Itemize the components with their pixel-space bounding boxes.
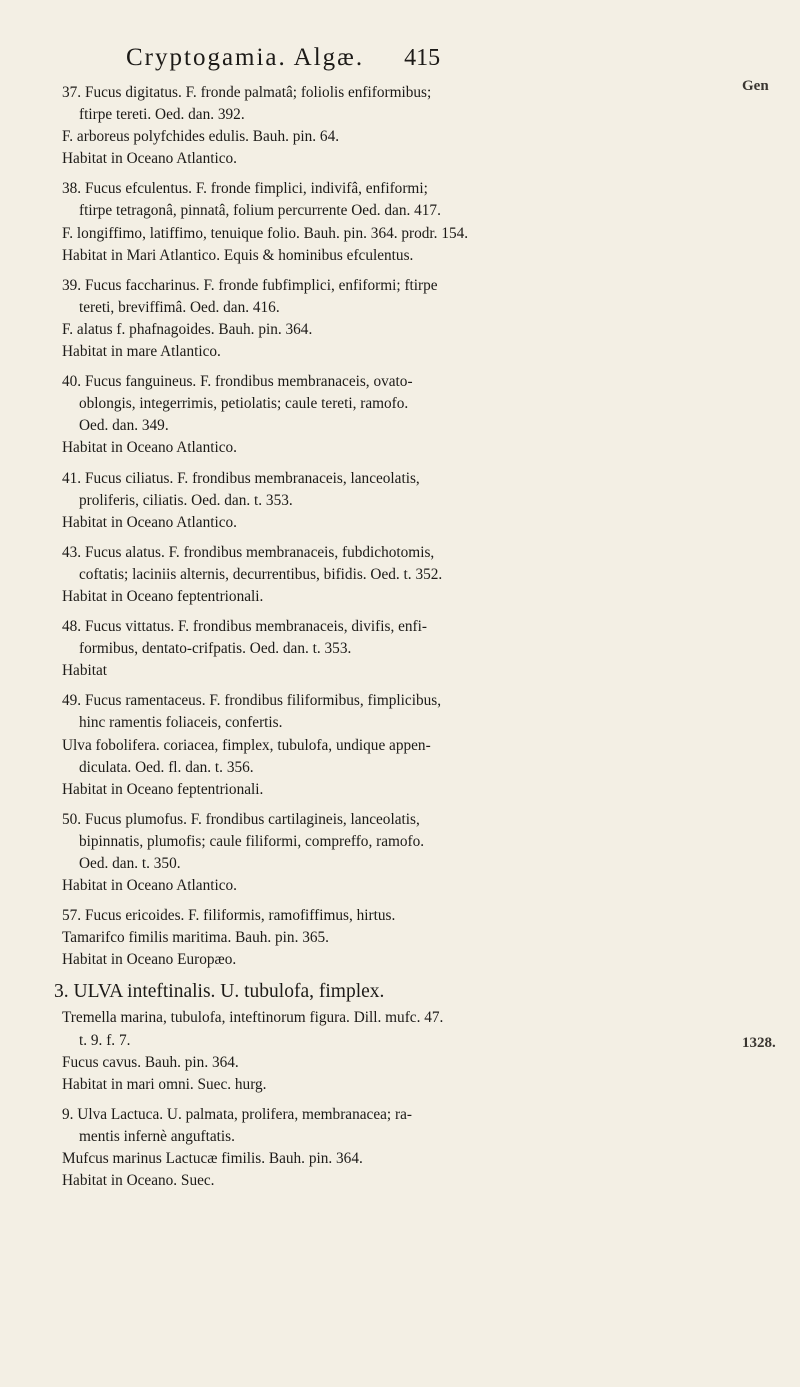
page-header — [126, 44, 686, 72]
margin-note-genus: Gen — [742, 78, 769, 94]
text-line: t. 9. f. 7. — [79, 1031, 131, 1049]
text-line: Tremella marina, tubulofa, inteftinorum figura. Dill. mufc. 47. — [62, 1009, 444, 1027]
text-line: Habitat — [62, 662, 108, 680]
entry — [62, 468, 752, 534]
text-line: 43. Fucus alatus. F. frondibus membranaceis, fubdichotomis, — [62, 543, 435, 561]
entry — [62, 1007, 752, 1095]
text-line: Oed. dan. 349. — [79, 417, 169, 435]
text-line: 37. Fucus digitatus. F. fronde palmatâ; foliolis enfiformibus; — [62, 84, 432, 101]
text-line: Habitat in mare Atlantico. — [62, 343, 221, 361]
text-line: Habitat in Oceano feptentrionali. — [62, 587, 264, 605]
text-line: 57. Fucus ericoides. F. filiformis, ramofiffimus, hirtus. — [62, 907, 396, 925]
text-line: Habitat in Oceano Europæo. — [62, 951, 237, 969]
page-number: 415 — [404, 45, 441, 71]
text-line: 9. Ulva Lactuca. U. palmata, prolifera, membranacea; ra- — [62, 1105, 412, 1123]
text-line: hinc ramentis foliaceis, confertis. — [79, 714, 283, 732]
text-line: formibus, dentato-crifpatis. Oed. dan. t. 353. — [79, 640, 352, 658]
entry — [62, 1104, 752, 1192]
text-line: Habitat in Oceano feptentrionali. — [62, 780, 264, 798]
text-line: F. longiffimo, latiffimo, tenuique folio. Bauh. pin. 364. prodr. 154. — [62, 224, 469, 242]
text-line: F. arboreus polyfchides edulis. Bauh. pin. 64. — [62, 128, 340, 146]
text-line: proliferis, ciliatis. Oed. dan. t. 353. — [79, 491, 293, 509]
text-line: Habitat in Oceano. Suec. — [62, 1172, 215, 1190]
text-line: F. alatus f. phafnagoides. Bauh. pin. 364. — [62, 320, 313, 338]
text-line: Mufcus marinus Lactucæ fimilis. Bauh. pin. 364. — [62, 1150, 363, 1168]
entry — [62, 82, 752, 170]
text-line: Habitat in Oceano Atlantico. — [62, 513, 238, 531]
text-line: 38. Fucus efculentus. F. fronde fimplici, indivifâ, enfiformi; — [62, 180, 428, 198]
text-line: Habitat in Oceano Atlantico. — [62, 150, 238, 168]
entry — [62, 690, 752, 800]
text-line: Habitat in Oceano Atlantico. — [62, 439, 238, 457]
text-line: 49. Fucus ramentaceus. F. frondibus filiformibus, fimplicibus, — [62, 692, 442, 710]
main-text — [54, 82, 752, 1200]
text-line: coftatis; laciniis alternis, decurrentibus, bifidis. Oed. t. 352. — [79, 565, 443, 583]
text-line: Fucus cavus. Bauh. pin. 364. — [62, 1053, 239, 1071]
text-line: tereti, breviffimâ. Oed. dan. 416. — [79, 298, 280, 316]
entry — [62, 275, 752, 363]
genus-heading: 3. ULVA inteftinalis. U. tubulofa, fimplex. — [54, 981, 385, 1003]
text-line: 48. Fucus vittatus. F. frondibus membranaceis, divifis, enfi- — [62, 618, 427, 636]
entry — [62, 178, 752, 266]
text-line: 41. Fucus ciliatus. F. frondibus membranaceis, lanceolatis, — [62, 469, 420, 487]
text-line: 40. Fucus fanguineus. F. frondibus membranaceis, ovato- — [62, 373, 413, 391]
text-line: Habitat in Oceano Atlantico. — [62, 877, 238, 895]
entry — [62, 809, 752, 897]
text-line: Habitat in Mari Atlantico. Equis & hominibus efculentus. — [62, 246, 414, 264]
entry — [62, 542, 752, 608]
text-line: 50. Fucus plumofus. F. frondibus cartilagineis, lanceolatis, — [62, 810, 420, 828]
text-line: ftirpe tereti. Oed. dan. 392. — [79, 106, 245, 124]
text-line: bipinnatis, plumofis; caule filiformi, compreffo, ramofo. — [79, 832, 425, 850]
text-line: ftirpe tetragonâ, pinnatâ, folium percurrente Oed. dan. 417. — [79, 202, 441, 220]
text-line: 39. Fucus faccharinus. F. fronde fubfimplici, enfiformi; ftirpe — [62, 276, 438, 294]
text-line: oblongis, integerrimis, petiolatis; caule tereti, ramofo. — [79, 395, 409, 413]
text-line: Oed. dan. t. 350. — [79, 855, 181, 872]
entry — [62, 616, 752, 682]
text-line: diculata. Oed. fl. dan. t. 356. — [79, 758, 254, 776]
entry — [62, 905, 752, 971]
margin-note-ulva: 1328. — [742, 1035, 776, 1051]
text-line: Habitat in mari omni. Suec. hurg. — [62, 1075, 267, 1093]
running-title: Cryptogamia. Algæ. — [126, 44, 365, 71]
text-line: Ulva fobolifera. coriacea, fimplex, tubulofa, undique appen- — [62, 736, 431, 754]
text-line: Tamarifco fimilis maritima. Bauh. pin. 365. — [62, 929, 329, 947]
entry — [62, 371, 752, 459]
text-line: mentis infernè anguftatis. — [79, 1127, 235, 1145]
